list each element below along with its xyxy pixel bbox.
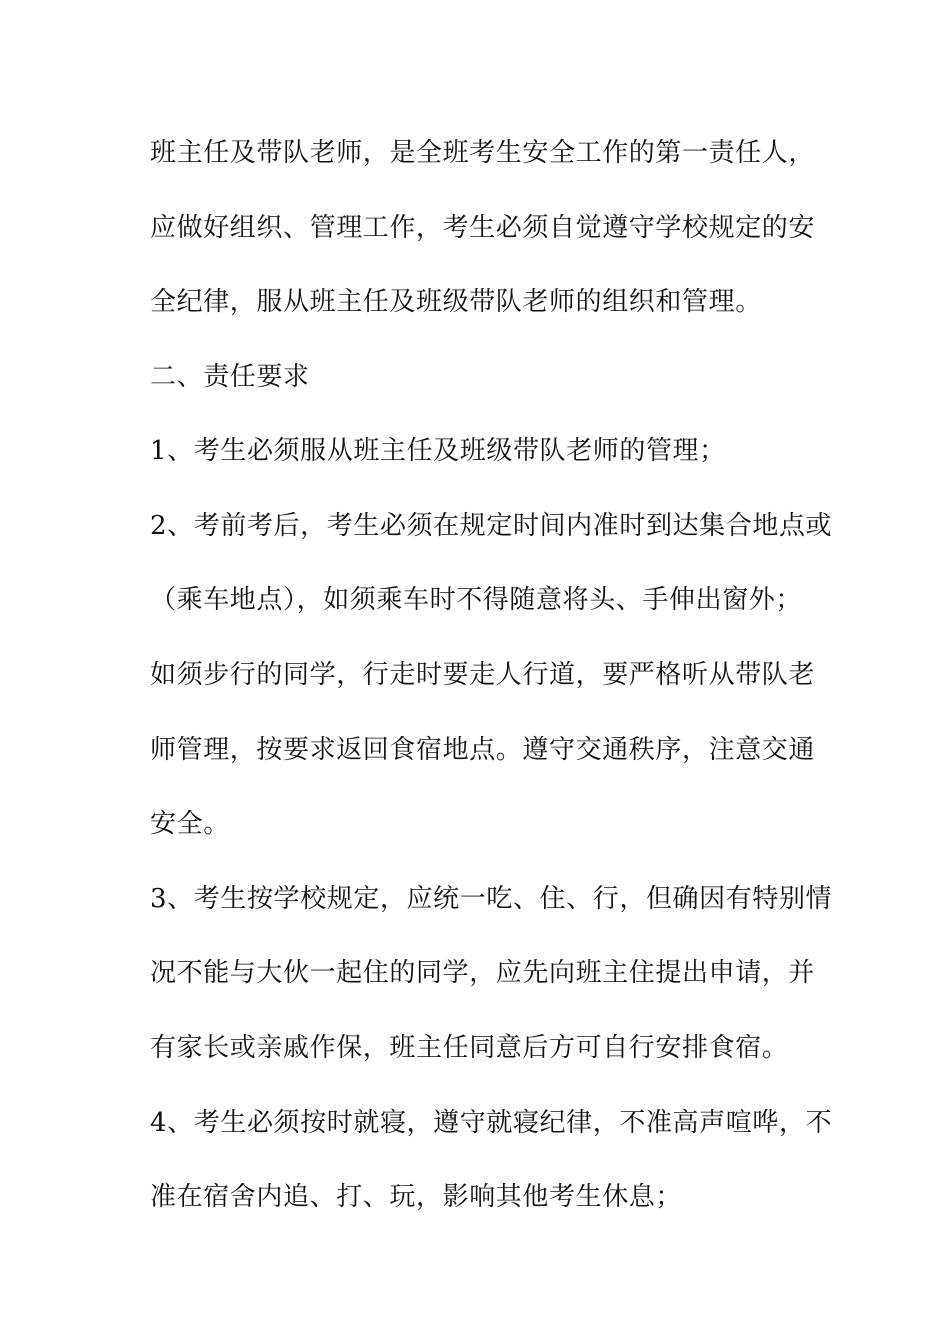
text-line: 应做好组织、管理工作，考生必须自觉遵守学校规定的安: [150, 213, 816, 243]
list-item: 4、考生必须按时就寝，遵守就寝纪律，不准高声喧哗，不: [150, 1108, 833, 1138]
list-item: 1、考生必须服从班主任及班级带队老师的管理；: [150, 436, 726, 466]
text-line: 师管理，按要求返回食宿地点。遵守交通秩序，注意交通: [150, 735, 816, 765]
text-line: 如须步行的同学，行走时要走人行道，要严格听从带队老: [150, 660, 816, 690]
text-line: （乘车地点），如须乘车时不得随意将头、手伸出窗外；: [150, 585, 803, 615]
text-line: 况不能与大伙一起住的同学，应先向班主住提出申请，并: [150, 958, 816, 988]
text-line: 安全。: [150, 809, 230, 839]
text-line: 准在宿舍内追、打、玩，影响其他考生休息；: [150, 1182, 683, 1212]
list-item: 2、考前考后，考生必须在规定时间内准时到达集合地点或: [150, 511, 833, 541]
section-heading: 二、责任要求: [150, 362, 310, 392]
list-item: 3、考生按学校规定，应统一吃、住、行，但确因有特别情: [150, 884, 833, 914]
text-line: 班主任及带队老师，是全班考生安全工作的第一责任人，: [150, 138, 816, 168]
text-line: 有家长或亲戚作保，班主任同意后方可自行安排食宿。: [150, 1033, 789, 1063]
text-line: 全纪律，服从班主任及班级带队老师的组织和管理。: [150, 287, 762, 317]
